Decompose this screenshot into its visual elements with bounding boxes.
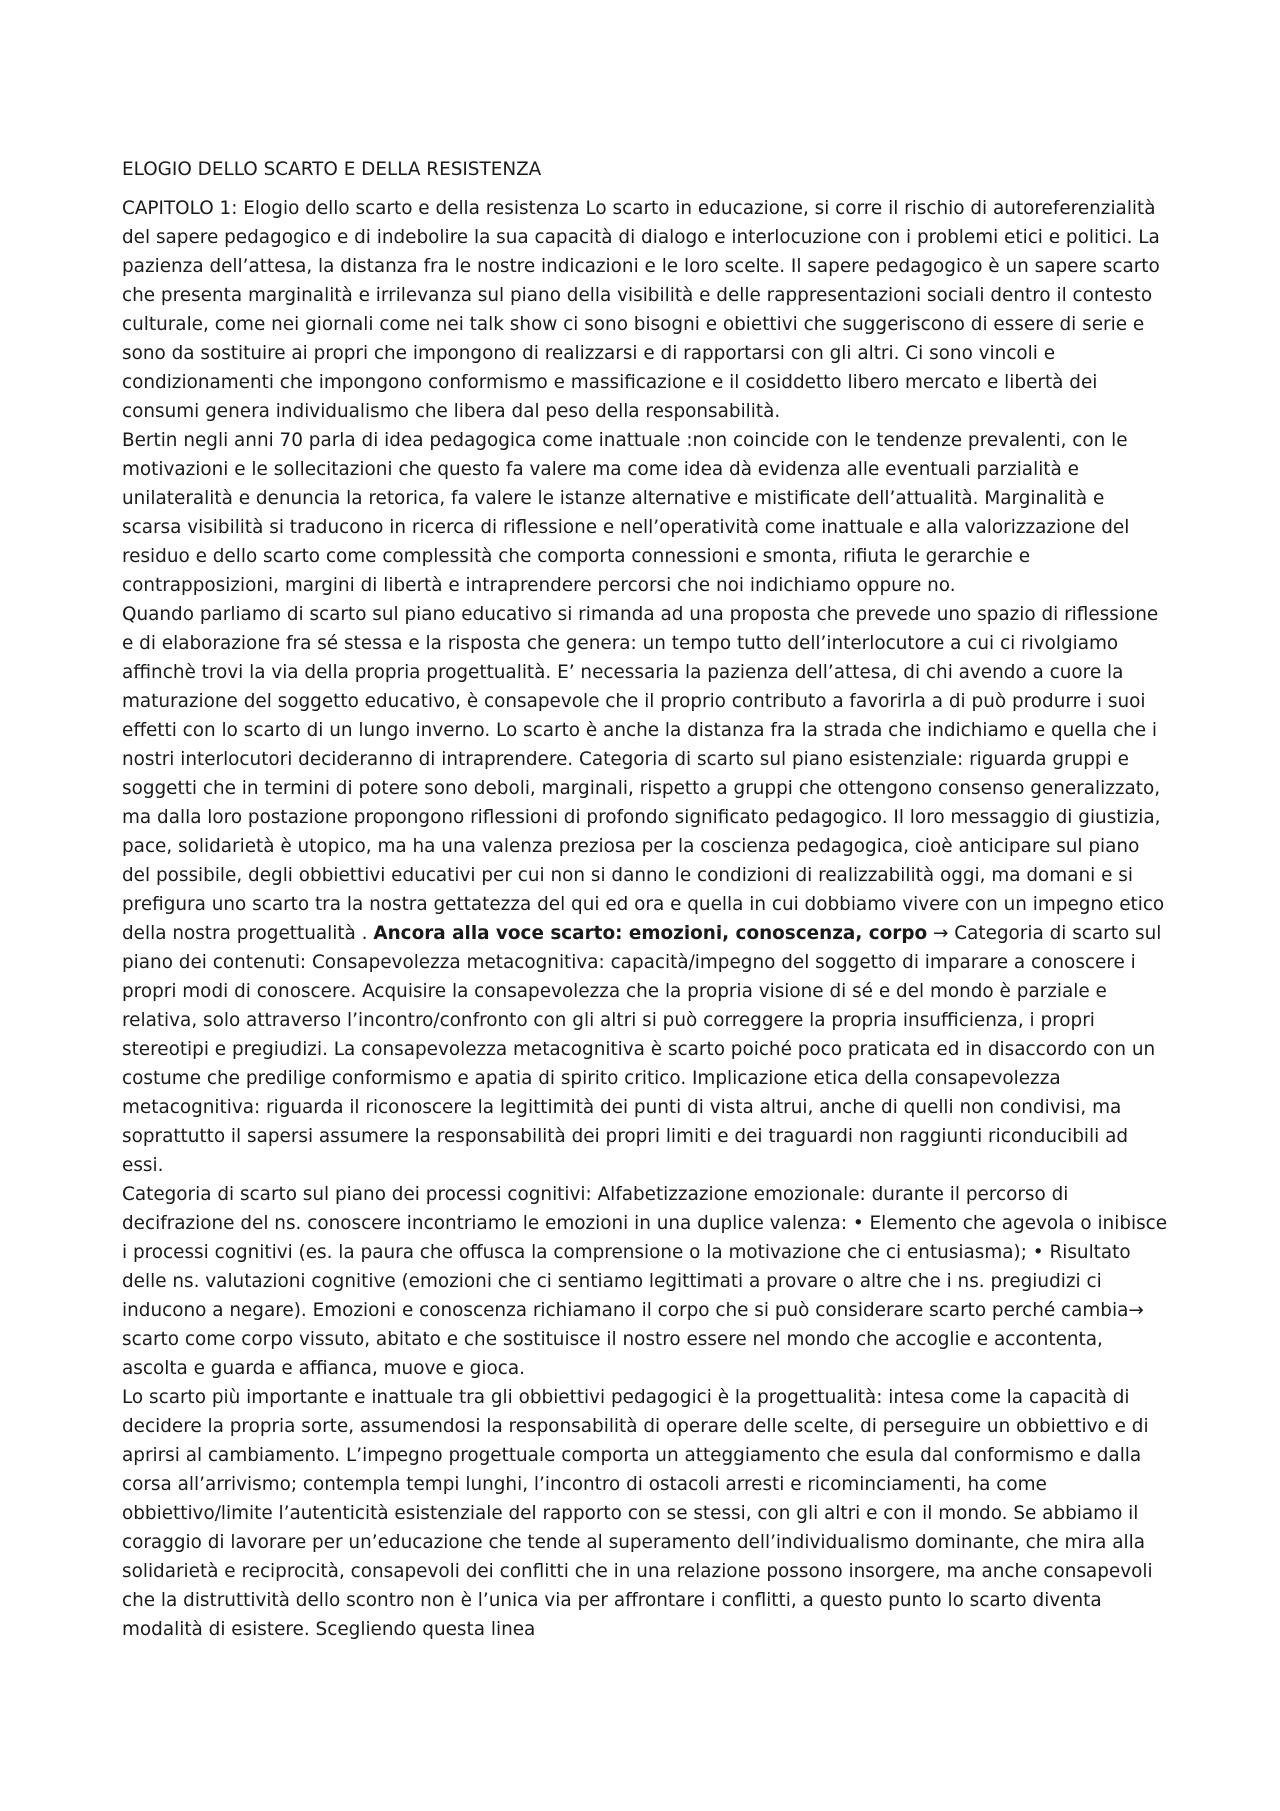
paragraph-progettualita: Lo scarto più importante e inattuale tra gli obbiettivi pedagogici è la progettualità: intesa come la capacità di decidere la propria sorte, assumendosi la responsabilità di operare delle scelte, di perseguire un obbiettivo e di aprirsi al cambiamento. L’impegno progettuale comporta un atteggiamento che esula dal conformismo e dalla corsa all’arrivismo; contempla tempi lunghi, l’incontro di ostacoli arresti e ricominciamenti, ha come obbiettivo/limite l’autenticità esistenziale del rapporto con se stessi, con gli altri e con il mondo. Se abbiamo il coraggio di lavorare per un’educazione che tende al superamento dell’individualismo dominante, che mira alla solidarietà e reciprocità, consapevoli dei conflitti che in una relazione possono insorgere, ma anche consapevoli che la distruttività dello scontro non è l’unica via per affrontare i conflitti, a questo punto lo scarto diventa modalità di esistere. Scegliendo questa linea bbox=[122, 1387, 1153, 1640]
bold-heading-emozioni: Ancora alla voce scarto: emozioni, conoscenza, corpo bbox=[373, 923, 928, 944]
document-body bbox=[122, 155, 1168, 1644]
paragraph-bertin: Bertin negli anni 70 parla di idea pedagogica come inattuale :non coincide con le tendenze prevalenti, con le motivazioni e le sollecitazioni che questo fa valere ma come idea dà evidenza alle eventuali parzialità e unilateralità e denuncia la retorica, fa valere le istanze alternative e mistificate dell’attualità. Marginalità e scarsa visibilità si traducono in ricerca di riflessione e nell’operatività come inattuale e alla valorizzazione del residuo e dello scarto come complessità che comporta connessioni e smonta, rifiuta le gerarchie e contrapposizioni, margini di libertà e intraprendere percorsi che noi indichiamo oppure no. bbox=[122, 430, 1130, 596]
paragraph-text: → Categoria di scarto sul piano dei contenuti: Consapevolezza metacognitiva: capacità/impegno del soggetto di imparare a conoscere i propri modi di conoscere. Acquisire la consapevolezza che la propria visione di sé e del mondo è parziale e relativa, solo attraverso l’incontro/confronto con gli altri si può correggere la propria insufficienza, i propri stereotipi e pregiudizi. La consapevolezza metacognitiva è scarto poiché poco praticata ed in disaccordo con un costume che predilige conformismo e apatia di spirito critico. Implicazione etica della consapevolezza metacognitiva: riguarda il riconoscere la legittimità dei punti di vista altrui, anche di quelli non condivisi, ma soprattutto il sapersi assumere la responsabilità dei propri limiti e dei traguardi non raggiunti riconducibili ad essi. bbox=[122, 923, 1162, 1176]
paragraph-text: Quando parliamo di scarto sul piano educativo si rimanda ad una proposta che prevede uno spazio di riflessione e di elaborazione fra sé stessa e la risposta che genera: un tempo tutto dell’interlocutore a cui ci rivolgiamo affinchè trovi la via della propria progettualità. E’ necessaria la pazienza dell’attesa, di chi avendo a cuore la maturazione del soggetto educativo, è consapevole che il proprio contributo a favorirla a di può produrre i suoi effetti con lo scarto di un lungo inverno. Lo scarto è anche la distanza fra la strada che indichiamo e quella che i nostri interlocutori decideranno di intraprendere. Categoria di scarto sul piano esistenziale: riguarda gruppi e soggetti che in termini di potere sono deboli, marginali, rispetto a gruppi che ottengono consenso generalizzato, ma dalla loro postazione propongono riflessioni di profondo significato pedagogico. Il loro messaggio di giustizia, pace, solidarietà è utopico, ma ha una valenza preziosa per la coscienza pedagogica, cioè anticipare sul piano del possibile, degli obbiettivi educativi per cui non si danno le condizioni di realizzabilità oggi, ma domani e si prefigura uno scarto tra la nostra gettatezza del qui ed ora e quella in cui dobbiamo vivere con un impegno etico della nostra progettualità . bbox=[122, 604, 1165, 944]
document-title: ELOGIO DELLO SCARTO E DELLA RESISTENZA bbox=[122, 159, 542, 180]
paragraph-scarto-educativo bbox=[122, 600, 1168, 1180]
paragraph-chapter-intro: CAPITOLO 1: Elogio dello scarto e della resistenza Lo scarto in educazione, si corre il rischio di autoreferenzialità del sapere pedagogico e di indebolire la sua capacità di dialogo e interlocuzione con i problemi etici e politici. La pazienza dell’attesa, la distanza fra le nostre indicazioni e le loro scelte. Il sapere pedagogico è un sapere scarto che presenta marginalità e irrilevanza sul piano della visibilità e delle rappresentazioni sociali dentro il contesto culturale, come nei giornali come nei talk show ci sono bisogni e obiettivi che suggeriscono di essere di serie e sono da sostituire ai propri che impongono di realizzarsi e di rapportarsi con gli altri. Ci sono vincoli e condizionamenti che impongono conformismo e massificazione e il cosiddetto libero mercato e libertà dei consumi genera individualismo che libera dal peso della responsabilità. bbox=[122, 198, 1160, 422]
paragraph-processi-cognitivi: Categoria di scarto sul piano dei processi cognitivi: Alfabetizzazione emozionale: durante il percorso di decifrazione del ns. conoscere incontriamo le emozioni in una duplice valenza: • Elemento che agevola o inibisce i processi cognitivi (es. la paura che offusca la comprensione o la motivazione che ci entusiasma); • Risultato delle ns. valutazioni cognitive (emozioni che ci sentiamo legittimati a provare o altre che i ns. pregiudizi ci inducono a negare). Emozioni e conoscenza richiamano il corpo che si può considerare scarto perché cambia→ scarto come corpo vissuto, abitato e che sostituisce il nostro essere nel mondo che accoglie e accontenta, ascolta e guarda e affianca, muove e gioca. bbox=[122, 1184, 1168, 1379]
